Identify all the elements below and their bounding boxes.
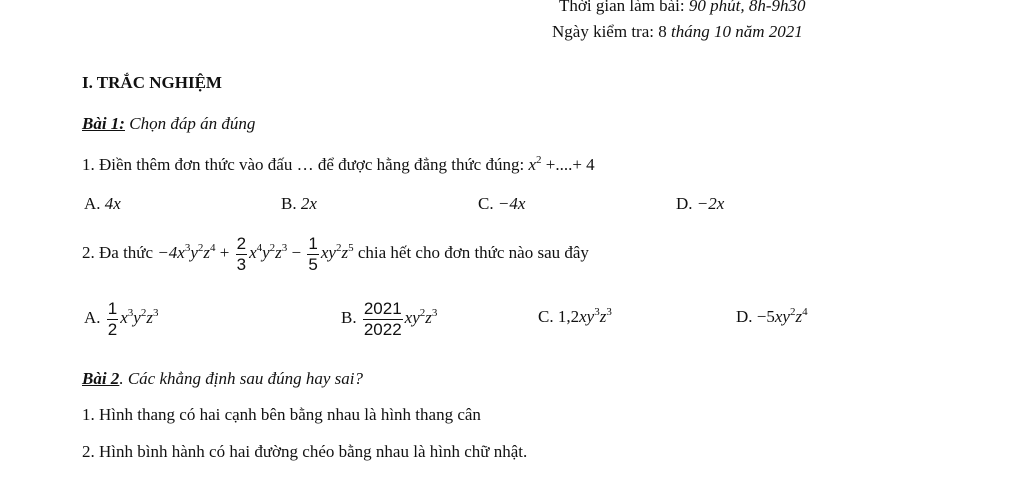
q2-option-c-exp1: 3 [594, 306, 600, 318]
time-value: 90 phút, 8h-9h30 [688, 0, 806, 15]
bai2-statement-2: 2. Hình bình hành có hai đường chéo bằng nhau là hình chữ nhật. [82, 442, 528, 461]
q1-option-c-letter: C. [478, 194, 498, 213]
time-label: Thời gian làm bài: [559, 0, 689, 15]
q2-option-d[interactable] [736, 307, 808, 327]
q2-term2-z: z [275, 243, 282, 262]
q2-option-d-z: z [795, 307, 803, 326]
q2-term1-exp2: 2 [197, 242, 204, 254]
q2-option-b-num: 2021 [363, 298, 402, 318]
q2-option-b-exp1: 2 [419, 307, 426, 319]
q2-option-d-xy: xy [774, 307, 790, 326]
q2-option-b-xy: xy [404, 308, 420, 327]
q1-math-exp: 2 [536, 154, 542, 166]
q2-term3-exp2: 5 [348, 242, 354, 254]
q2-term3-xy: xy [320, 243, 336, 262]
q2-option-b-letter: B. [341, 308, 361, 327]
date-label: Ngày kiểm tra: 8 [552, 22, 671, 41]
q2-minus: − [287, 243, 306, 262]
date-line [552, 22, 803, 42]
q2-fraction-1-den: 3 [236, 254, 247, 274]
q1-option-a[interactable] [84, 194, 121, 214]
q1-option-b-letter: B. [281, 194, 301, 213]
q2-term2-x: x [249, 243, 257, 262]
q2-option-c-exp2: 3 [606, 306, 612, 318]
q1-option-b[interactable] [281, 194, 317, 214]
question-1-text: 1. Điền thêm đơn thức vào đấu … để được hằng đẳng thức đúng: [82, 155, 529, 174]
q2-option-b-fraction [363, 299, 403, 340]
q2-term2-exp3: 3 [281, 242, 288, 254]
q2-term2-exp1: 4 [256, 242, 263, 254]
q2-option-c-z: z [599, 307, 607, 326]
q2-term3-z: z [341, 243, 349, 262]
q2-option-b-z: z [425, 308, 432, 327]
q2-fraction-2 [307, 234, 318, 275]
q2-option-a-exp2: 2 [140, 307, 147, 319]
q2-term1-exp1: 3 [184, 242, 191, 254]
question-2-text: 2. Đa thức [82, 243, 158, 262]
q2-option-a-exp1: 3 [127, 307, 134, 319]
bai2-heading [82, 369, 363, 389]
q2-fraction-1 [236, 234, 247, 275]
q2-option-a[interactable] [84, 298, 158, 340]
q2-plus: + [215, 243, 234, 262]
q2-option-a-num: 1 [107, 298, 118, 318]
question-1 [82, 155, 595, 175]
q2-tail: chia hết cho đơn thức nào sau đây [353, 243, 589, 262]
q2-option-d-exp1: 2 [789, 306, 796, 318]
q2-option-b-exp2: 3 [431, 307, 438, 319]
q1-option-b-value: 2x [300, 194, 317, 213]
time-line [559, 0, 806, 16]
q2-option-a-x: x [120, 308, 128, 327]
q2-term1-exp3: 4 [210, 242, 216, 254]
q1-option-a-letter: A. [84, 194, 105, 213]
q2-option-c-xy: xy [579, 307, 595, 326]
date-value: tháng 10 năm 2021 [670, 22, 803, 41]
q2-option-a-fraction [107, 299, 118, 340]
q2-term1-z: z [203, 243, 211, 262]
q2-option-c[interactable] [538, 307, 612, 327]
q2-option-b-den: 2022 [363, 319, 402, 339]
bai1-heading [82, 114, 255, 134]
q2-option-a-y: y [133, 308, 141, 327]
q2-term3-exp1: 2 [335, 242, 342, 254]
q2-term2-y: y [262, 243, 270, 262]
q2-option-a-z: z [146, 308, 153, 327]
q2-term1: −4x [157, 243, 185, 262]
q2-option-a-den: 2 [107, 319, 118, 339]
q2-fraction-2-num: 1 [308, 233, 318, 253]
bai1-label: Bài 1: [82, 114, 125, 133]
q2-option-d-letter: D. [736, 307, 757, 326]
section-title: I. TRẮC NGHIỆM [82, 73, 222, 92]
q1-option-c-value: −4x [497, 194, 526, 213]
bai2-instruction: . Các khẳng định sau đúng hay sai? [119, 369, 363, 388]
q2-option-a-exp3: 3 [152, 307, 159, 319]
q2-option-d-coef: −5 [756, 307, 775, 326]
question-2 [82, 233, 589, 275]
bai2-statement-1: 1. Hình thang có hai cạnh bên bằng nhau là hình thang cân [82, 405, 481, 424]
q2-term2-exp2: 2 [269, 242, 276, 254]
bai1-instruction: Chọn đáp án đúng [124, 114, 256, 133]
q2-option-b[interactable] [341, 298, 437, 340]
q2-fraction-1-num: 2 [236, 233, 247, 253]
q2-option-c-coef: 1,2 [557, 307, 580, 326]
q1-option-d-value: −2x [696, 194, 725, 213]
q1-math-rest: +....+ 4 [541, 155, 595, 174]
q2-option-c-letter: C. [538, 307, 558, 326]
q2-option-a-letter: A. [84, 308, 105, 327]
q1-math-x: x [528, 155, 536, 174]
q2-term1-y: y [190, 243, 198, 262]
q2-fraction-2-den: 5 [308, 254, 318, 274]
q1-option-d[interactable] [676, 194, 724, 214]
q1-option-d-letter: D. [676, 194, 697, 213]
q1-option-a-value: 4x [104, 194, 121, 213]
q1-option-c[interactable] [478, 194, 525, 214]
q2-option-d-exp2: 4 [802, 306, 808, 318]
bai2-label: Bài 2 [82, 369, 120, 388]
